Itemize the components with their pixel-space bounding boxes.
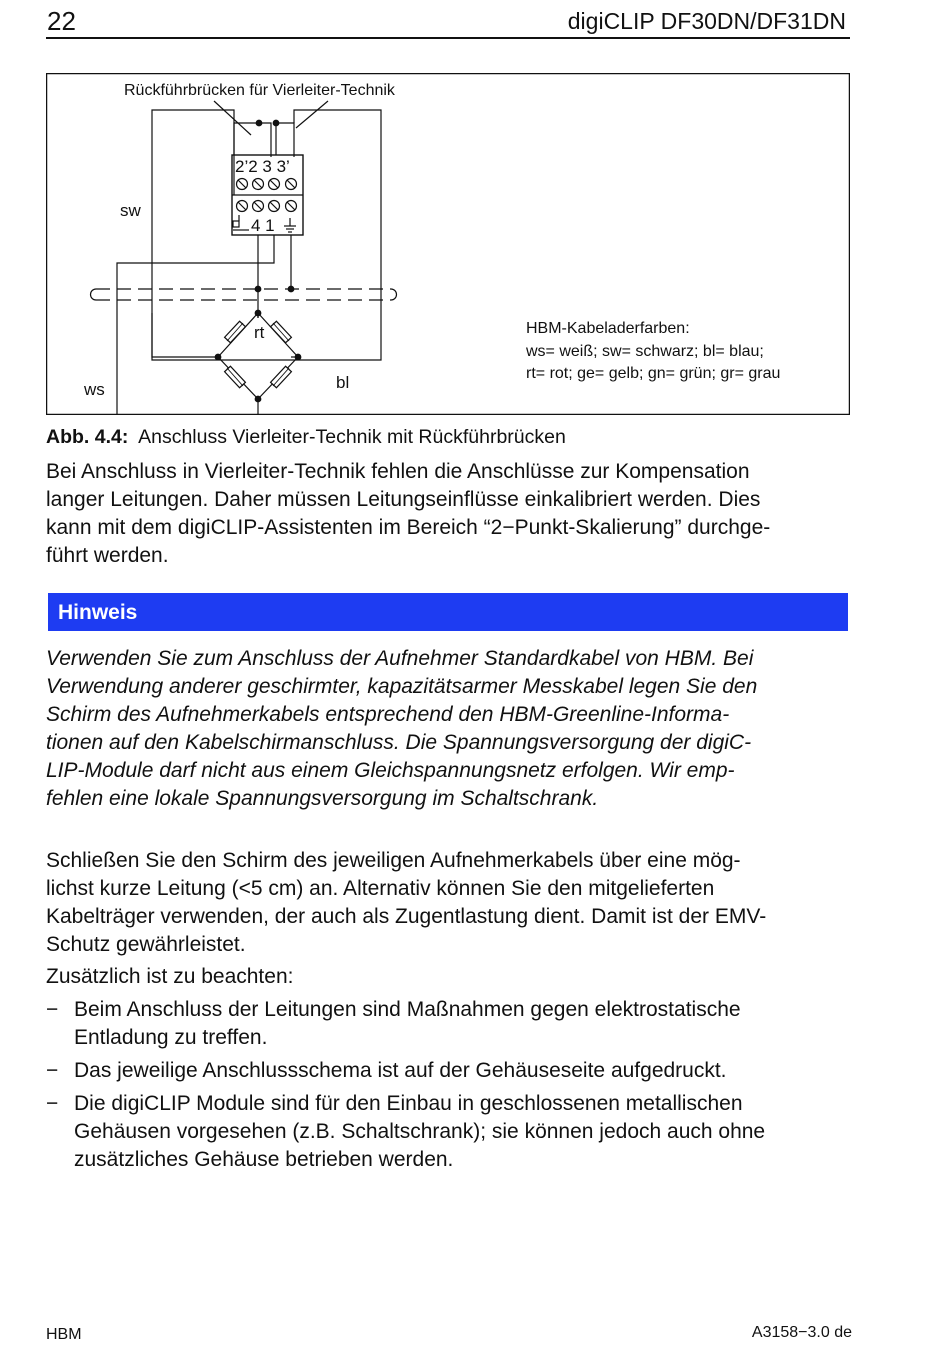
label-bridges: Rückführbrücken für Vierleiter-Technik	[124, 82, 395, 99]
bridge-node-left	[215, 354, 221, 360]
header-rule	[46, 37, 850, 39]
text-line: Gehäusen vorgesehen (z.B. Schaltschrank); sie können jedoch auch ohne	[74, 1120, 766, 1143]
text-line: Bei Anschluss in Vierleiter-Technik fehlen die Anschlüsse zur Kompensation	[46, 460, 750, 483]
running-title: digiCLIP DF30DN/DF31DN	[567, 8, 846, 34]
text-line: Schirm des Aufnehmerkabels entsprechend den HBM-Greenline-Informa-	[46, 703, 730, 726]
additional-heading: Zusätzlich ist zu beachten:	[46, 965, 294, 988]
bridge-node-top	[255, 310, 261, 316]
text-line: fehlen eine lokale Spannungsversorgung im Schaltschrank.	[46, 787, 599, 810]
text-line: Beim Anschluss der Leitungen sind Maßnahmen gegen elektrostatische	[74, 998, 741, 1021]
text-line: LIP-Module darf nicht aus einem Gleichspannungsnetz erfolgen. Wir emp-	[46, 759, 735, 782]
terminal-screws-top	[237, 179, 297, 190]
cable-shield-end-right	[391, 289, 397, 300]
intro-paragraph	[46, 458, 846, 570]
hinweis-banner	[48, 593, 848, 631]
text-line: zusätzliches Gehäuse betrieben werden.	[74, 1148, 454, 1171]
legend-line-1: ws= weiß; sw= schwarz; bl= blau;	[526, 343, 764, 360]
junction-dot	[288, 286, 294, 292]
text-line: langer Leitungen. Daher müssen Leitungseinflüsse einkalibriert werden. Dies	[46, 488, 761, 511]
label-bl: bl	[336, 373, 350, 392]
text-line: führt werden.	[46, 544, 169, 567]
pointer-right	[296, 101, 328, 128]
text-line: Schutz gewährleistet.	[46, 933, 246, 956]
terminal-labels-top: 2’2 3 3’	[235, 157, 290, 176]
text-line: Entladung zu treffen.	[74, 1026, 268, 1049]
page-number: 22	[47, 6, 76, 36]
shield-paragraph	[46, 847, 846, 959]
text-line: tionen auf den Kabelschirmanschluss. Die Spannungsversorgung der digiC-	[46, 731, 752, 754]
text-line: Kabelträger verwenden, der auch als Zugentlastung dient. Damit ist der EMV-	[46, 905, 767, 928]
text-line: Verwenden Sie zum Anschluss der Aufnehmer Standardkabel von HBM. Bei	[46, 647, 754, 670]
cable-shield-end-left	[91, 289, 97, 300]
terminal-labels-bottom: 4 1	[251, 216, 275, 235]
figure-frame	[47, 74, 850, 415]
bullet-dash: −	[46, 1092, 59, 1115]
hinweis-note	[46, 645, 846, 813]
terminal-screws-bottom	[237, 201, 297, 212]
wire-ws	[117, 235, 274, 415]
footer-doc-id: A3158−3.0 de	[751, 1324, 852, 1341]
text-line: Schließen Sie den Schirm des jeweiligen Aufnehmerkabels über eine mög-	[46, 849, 741, 872]
junction-dot	[256, 120, 262, 126]
shield-ground-symbol	[233, 215, 249, 230]
label-sw: sw	[120, 201, 141, 220]
bridge-right	[276, 123, 294, 157]
ground-icon	[284, 218, 296, 232]
bullet-dash: −	[46, 1059, 59, 1082]
junction-dot	[273, 120, 279, 126]
label-ws: ws	[84, 380, 105, 399]
text-line: kann mit dem digiCLIP-Assistenten im Bereich “2−Punkt-Skalierung” durchge-	[46, 516, 771, 539]
bridge-node-right	[295, 354, 301, 360]
legend-line-2: rt= rot; ge= gelb; gn= grün; gr= grau	[526, 365, 781, 382]
text-line: Das jeweilige Anschlussschema ist auf der Gehäuseseite aufgedruckt.	[74, 1059, 727, 1082]
text-line: Die digiCLIP Module sind für den Einbau in geschlossenen metallischen	[74, 1092, 743, 1115]
footer-brand: HBM	[46, 1326, 82, 1343]
bullet-dash: −	[46, 998, 59, 1021]
figure-caption-label: Abb. 4.4:	[46, 426, 129, 448]
text-line: Verwendung anderer geschirmter, kapazitätsarmer Messkabel legen Sie den	[46, 675, 758, 698]
legend-title: HBM-Kabeladerfarben:	[526, 320, 690, 337]
wiring-diagram-figure	[46, 73, 850, 415]
junction-dot	[255, 286, 261, 292]
label-rt: rt	[254, 323, 265, 342]
figure-caption-text: Anschluss Vierleiter-Technik mit Rückführbrücken	[138, 426, 566, 448]
pointer-left	[214, 101, 251, 135]
wire-ws-bridge	[152, 313, 218, 357]
bridge-left	[234, 123, 271, 157]
cable-shield	[96, 289, 391, 300]
text-line: lichst kurze Leitung (<5 cm) an. Alternativ können Sie den mitgelieferten	[46, 877, 715, 900]
hinweis-title: Hinweis	[58, 601, 138, 624]
figure-caption	[46, 426, 566, 449]
